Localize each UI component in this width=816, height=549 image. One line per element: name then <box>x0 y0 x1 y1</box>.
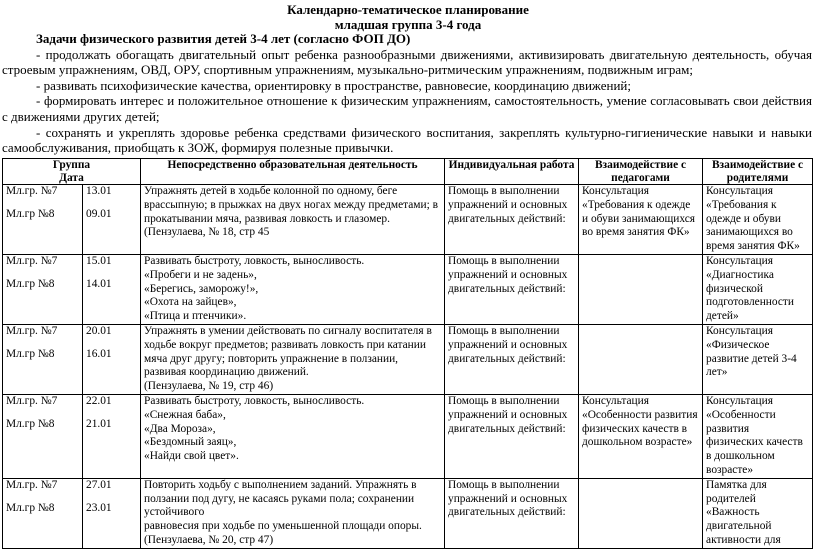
activity-line: «Два Мороза», <box>144 422 216 435</box>
parents-line: «Требования к одежде и обуви занимающихся во время занятия ФК» <box>706 198 800 253</box>
activity-line: равновесия при ходьбе по уменьшенной площади опоры. <box>144 520 422 533</box>
group-name: Мл.гр. №7 <box>6 478 58 491</box>
teachers-line: Консультация <box>582 185 649 197</box>
document-subtitle: младшая группа 3-4 года <box>334 17 482 32</box>
cell-parents <box>703 478 813 548</box>
date-value: 13.01 <box>86 185 112 197</box>
activity-line: Упражнять детей в ходьбе колонной по одному, беге врассыпную; в прыжках на двух ногах между предметами; в прокатывании мяча, развивая ловкость и глазомер. <box>144 185 438 225</box>
activity-line: «Бездомный заяц», <box>144 436 237 449</box>
parents-line: Консультация <box>706 324 773 337</box>
cell-activity <box>141 324 445 394</box>
teachers-line: Консультация <box>582 394 649 407</box>
activity-line: Развивать быстроту, ловкость, выносливость. <box>144 394 365 407</box>
teachers-line: «Особенности развития физических качеств в дошкольном возрасте» <box>582 408 698 449</box>
parents-line: Консультация <box>706 254 773 267</box>
date-value: 22.01 <box>86 394 112 407</box>
activity-line: (Пензулаева, № 18, стр 45 <box>144 226 270 239</box>
cell-parents <box>703 185 813 255</box>
date-value: 27.01 <box>86 478 112 491</box>
header-group: Группа <box>52 159 91 171</box>
parents-line: Консультация <box>706 185 773 197</box>
parents-line: «Диагностика физической подготовленности детей» <box>706 268 794 323</box>
intro-heading: Задачи физического развития детей 3-4 лет (согласно ФОП ДО) <box>36 31 411 46</box>
activity-line: (Пензулаева, № 19, стр 46) <box>144 380 274 393</box>
group-name: Мл.гр. №7 <box>6 324 58 337</box>
date-value: 09.01 <box>86 207 112 220</box>
header-activity: Непосредственно образовательная деятельность <box>141 159 445 185</box>
table-row <box>3 394 813 478</box>
cell-activity <box>141 394 445 478</box>
activity-line: Повторить ходьбу с выполнением заданий. Упражнять в ползании под дугу, не касаясь руками пола; сохранении устойчивого <box>144 478 417 519</box>
cell-activity <box>141 254 445 324</box>
activity-line: «Птица и птенчики». <box>144 310 247 323</box>
activity-line: Упражнять в умении действовать по сигналу воспитателя в ходьбе вокруг предметов; развивать ловкость при катании мяча друг другу; повторить упражнение в ползании, развивая координацию движений. <box>144 324 432 379</box>
individual-text: Помощь в выполнении упражнений и основных двигательных действий: <box>448 478 568 519</box>
cell-group <box>3 324 83 394</box>
individual-text: Помощь в выполнении упражнений и основных двигательных действий: <box>448 185 568 225</box>
parents-line: Памятка для родителей <box>706 478 767 505</box>
date-value: 21.01 <box>86 417 112 430</box>
cell-activity <box>141 185 445 255</box>
activity-line: «Пробеги и не задень», <box>144 268 257 281</box>
date-value: 20.01 <box>86 324 112 337</box>
cell-individual <box>445 324 579 394</box>
individual-text: Помощь в выполнении упражнений и основных двигательных действий: <box>448 254 568 295</box>
header-group-date <box>3 159 141 185</box>
teachers-line: «Требования к одежде и обуви занимающихся во время занятия ФК» <box>582 198 696 239</box>
date-value: 15.01 <box>86 254 112 267</box>
group-name: Мл.гр №8 <box>6 417 55 430</box>
cell-teachers <box>579 478 703 548</box>
group-name: Мл.гр №8 <box>6 277 55 290</box>
group-name: Мл.гр. №7 <box>6 394 58 407</box>
cell-activity <box>141 478 445 548</box>
cell-individual <box>445 185 579 255</box>
parents-line: Консультация <box>706 394 773 407</box>
intro-task: - формировать интерес и положительное отношение к физическим упражнениям, самостоятельность, умение согласовывать свои действия с движениями других детей; <box>2 93 812 124</box>
activity-line: «Найди свой цвет». <box>144 450 239 463</box>
cell-date <box>83 394 141 478</box>
cell-teachers <box>579 185 703 255</box>
activity-line: «Берегись, заморожу!», <box>144 282 259 295</box>
cell-individual <box>445 394 579 478</box>
cell-group <box>3 394 83 478</box>
document-title: Календарно-тематическое планирование <box>287 2 529 17</box>
activity-line: (Пензулаева, № 20, стр 47) <box>144 533 274 546</box>
cell-teachers <box>579 394 703 478</box>
group-name: Мл.гр №8 <box>6 207 55 220</box>
individual-text: Помощь в выполнении упражнений и основных двигательных действий: <box>448 394 568 435</box>
cell-teachers <box>579 254 703 324</box>
group-name: Мл.гр №8 <box>6 501 55 514</box>
intro-section <box>2 31 812 156</box>
cell-teachers <box>579 324 703 394</box>
cell-individual <box>445 478 579 548</box>
cell-date <box>83 478 141 548</box>
cell-group <box>3 185 83 255</box>
parents-line: «Физическое развитие детей 3-4 лет» <box>706 338 797 379</box>
cell-group <box>3 254 83 324</box>
cell-date <box>83 324 141 394</box>
table-body <box>3 185 813 549</box>
cell-individual <box>445 254 579 324</box>
table-header-row <box>3 159 813 185</box>
intro-task: - продолжать обогащать двигательный опыт ребенка разнообразными движениями, активизировать двигательную деятельность, обучая строевым упражнениям, ОВД, ОРУ, спортивным упражнениям, музыкально-ритмическим упражнениям, подвижным играм; <box>2 46 812 78</box>
activity-line: «Охота на зайцев», <box>144 296 237 309</box>
individual-text: Помощь в выполнении упражнений и основных двигательных действий: <box>448 324 568 365</box>
intro-task: - развивать психофизические качества, ориентировку в пространстве, равновесие, координацию движений; <box>36 77 631 93</box>
group-name: Мл.гр №8 <box>6 347 55 360</box>
cell-date <box>83 254 141 324</box>
header-individual: Индивидуальная работа <box>445 159 579 185</box>
date-value: 16.01 <box>86 347 112 360</box>
date-value: 23.01 <box>86 501 112 514</box>
intro-task: - сохранять и укреплять здоровье ребенка средствами физического воспитания, закреплять культурно-гигиенические навыки и навыки самообслуживания, приобщать к ЗОЖ, формируя полезные привычки. <box>2 124 812 156</box>
date-value: 14.01 <box>86 277 112 290</box>
cell-group <box>3 478 83 548</box>
cell-parents <box>703 324 813 394</box>
table-row <box>3 324 813 394</box>
cell-parents <box>703 254 813 324</box>
activity-line: «Снежная баба», <box>144 408 226 421</box>
parents-line: «Важность двигательной активности для <box>706 506 781 546</box>
cell-parents <box>703 394 813 478</box>
activity-line: Развивать быстроту, ловкость, выносливость. <box>144 254 365 267</box>
group-name: Мл.гр. №7 <box>6 185 58 197</box>
header-parents: Взаимодействие с родителями <box>703 159 813 185</box>
group-name: Мл.гр. №7 <box>6 254 58 267</box>
table-row <box>3 185 813 255</box>
plan-table <box>2 158 813 549</box>
cell-date <box>83 185 141 255</box>
table-row <box>3 254 813 324</box>
parents-line: «Особенности развития физических качеств в дошкольном возрасте» <box>706 408 803 476</box>
header-date: Дата <box>59 171 84 184</box>
header-teachers: Взаимодействие с педагогами <box>579 159 703 185</box>
table-row <box>3 478 813 548</box>
